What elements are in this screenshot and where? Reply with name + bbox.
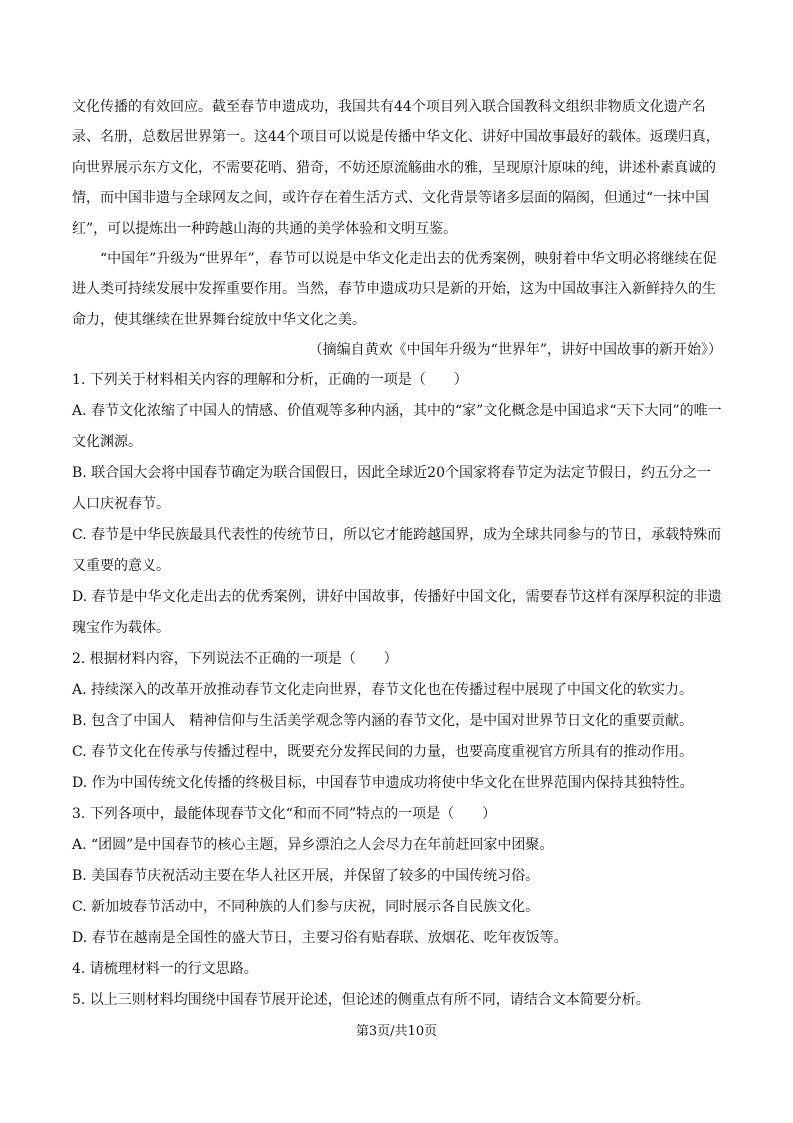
question-2-option-c: C. 春节文化在传承与传播过程中，既要充分发挥民间的力量，也要高度重视官方所具有的推动作用。 <box>72 744 694 761</box>
question-2-option-b: B. 包含了中国人 精神信仰与生活美学观念等内涵的春节文化，是中国对世界节日文化的重要贡献。 <box>72 713 694 730</box>
question-5-stem: 5. 以上三则材料均围绕中国春节展开论述，但论述的侧重点有所不同，请结合文本简要分析。 <box>72 992 650 1009</box>
question-1-stem: 1. 下列关于材料相关内容的理解和分析，正确的一项是（ ） <box>72 372 468 389</box>
question-2-stem: 2. 根据材料内容，下列说法不正确的一项是（ ） <box>72 651 398 668</box>
question-1-option-c: C. 春节是中华民族最具代表性的传统节日，所以它才能跨越国界，成为全球共同参与的节日，承载特殊而又重要的意义。 <box>72 527 722 575</box>
question-3-option-b: B. 美国春节庆祝活动主要在华人社区开展，并保留了较多的中国传统习俗。 <box>72 868 540 885</box>
question-3-stem: 3. 下列各项中，最能体现春节文化“和而不同”特点的一项是（ ） <box>72 806 497 823</box>
material-paragraph-1: 文化传播的有效回应。截至春节申遗成功，我国共有44个项目列入联合国教科文组织非物质文化遗产名录、名册，总数居世界第一。这44个项目可以说是传播中华文化、讲好中国故事最好的载体。返璞归真，向世界展示东方文化，不需要花哨、猎奇，不妨还原流觞曲水的雅，呈现原汁原味的纯，讲述朴素真诚的情，而中国非遗与全球网友之间，或许存在着生活方式、文化背景等诸多层面的隔阂，但通过“一抹中国红”，可以提炼出一种跨越山海的共通的美学体验和文明互鉴。 <box>72 99 720 237</box>
material-source: （摘编自黄欢《中国年升级为“世界年”，讲好中国故事的新开始》） <box>308 342 722 359</box>
question-1-option-d: D. 春节是中华文化走出去的优秀案例，讲好中国故事，传播好中国文化，需要春节这样有深厚积淀的非遗瑰宝作为载体。 <box>72 589 722 637</box>
question-4-stem: 4. 请梳理材料一的行文思路。 <box>72 961 258 978</box>
question-3-option-a: A. “团圆”是中国春节的核心主题，异乡漂泊之人会尽力在年前赶回家中团聚。 <box>72 837 554 854</box>
page-footer: 第3页/共10页 <box>355 1024 438 1039</box>
question-3-option-c: C. 新加坡春节活动中，不同种族的人们参与庆祝，同时展示各自民族文化。 <box>72 899 540 916</box>
question-3-option-d: D. 春节在越南是全国性的盛大节日，主要习俗有贴春联、放烟花、吃年夜饭等。 <box>72 930 568 947</box>
question-1-option-b: B. 联合国大会将中国春节确定为联合国假日，因此全球近20个国家将春节定为法定节假日，约五分之一人口庆祝春节。 <box>72 465 712 513</box>
material-paragraph-2: “中国年”升级为“世界年”，春节可以说是中华文化走出去的优秀案例，映射着中华文明必将继续在促进人类可持续发展中发挥重要作用。当然，春节申遗成功只是新的开始，这为中国故事注入新鲜持久的生命力，使其继续在世界舞台绽放中华文化之美。 <box>72 251 717 328</box>
question-1-option-a: A. 春节文化浓缩了中国人的情感、价值观等多种内涵，其中的“家”文化概念是中国追求“天下大同”的唯一文化渊源。 <box>72 403 722 451</box>
page-content <box>72 92 722 1016</box>
question-2-option-a: A. 持续深入的改革开放推动春节文化走向世界，春节文化也在传播过程中展现了中国文化的软实力。 <box>72 682 694 699</box>
question-2-option-d: D. 作为中国传统文化传播的终极目标，中国春节申遗成功将使中华文化在世界范围内保持其独特性。 <box>72 775 694 792</box>
